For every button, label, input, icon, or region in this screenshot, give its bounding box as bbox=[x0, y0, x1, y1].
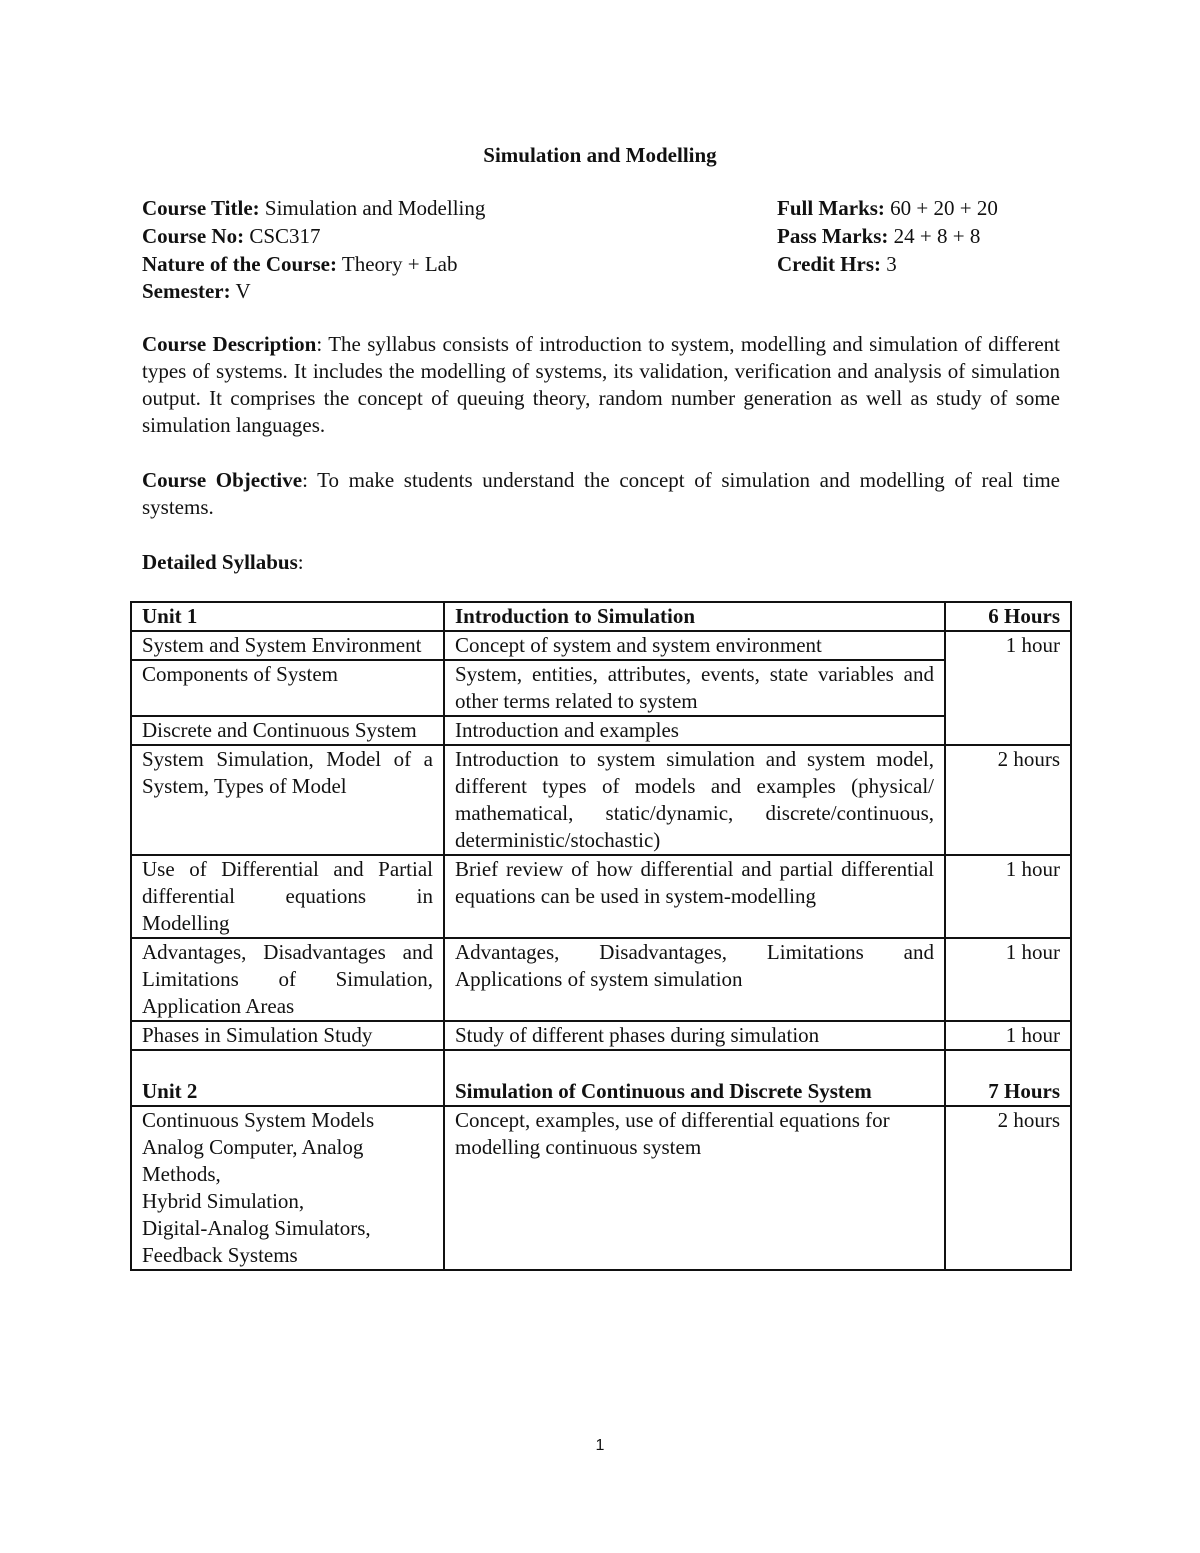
topic-cell: Components of System bbox=[131, 660, 444, 716]
topic-cell: System Simulation, Model of a System, Types of Model bbox=[131, 745, 444, 855]
description-cell: Study of different phases during simulation bbox=[444, 1021, 945, 1050]
table-row bbox=[131, 938, 1071, 1021]
course-info-row bbox=[142, 278, 1062, 305]
unit-label: Unit 2 bbox=[131, 1050, 444, 1106]
hours-cell: 1 hour bbox=[945, 855, 1071, 938]
course-info-row bbox=[142, 251, 1062, 278]
hours-cell: 1 hour bbox=[945, 1021, 1071, 1050]
topic-cell: System and System Environment bbox=[131, 631, 444, 660]
description-cell: Concept, examples, use of differential equations for modelling continuous system bbox=[444, 1106, 945, 1270]
unit-label: Unit 1 bbox=[131, 602, 444, 631]
unit-title: Simulation of Continuous and Discrete System bbox=[444, 1050, 945, 1106]
topic-line: Feedback Systems bbox=[142, 1243, 298, 1267]
unit-title: Introduction to Simulation bbox=[444, 602, 945, 631]
description-cell: Concept of system and system environment bbox=[444, 631, 945, 660]
topic-cell bbox=[131, 1106, 444, 1270]
pass-marks-field: Pass Marks: 24 + 8 + 8 bbox=[777, 224, 981, 248]
description-cell: Introduction to system simulation and system model, different types of models and examples (physical/ mathematical, static/dynamic, discrete/continuous, deterministic/stochastic) bbox=[444, 745, 945, 855]
table-row bbox=[131, 631, 1071, 660]
description-cell: Introduction and examples bbox=[444, 716, 945, 745]
table-row bbox=[131, 1106, 1071, 1270]
topic-cell: Discrete and Continuous System bbox=[131, 716, 444, 745]
full-marks-field: Full Marks: 60 + 20 + 20 bbox=[777, 196, 998, 220]
credit-hours-field: Credit Hrs: 3 bbox=[777, 252, 897, 276]
topic-line: Analog Computer, Analog Methods, bbox=[142, 1135, 364, 1186]
syllabus-table bbox=[130, 601, 1072, 1271]
course-title-field: Course Title: Simulation and Modelling bbox=[142, 196, 486, 220]
unit-hours: 7 Hours bbox=[945, 1050, 1071, 1106]
course-objective: Course Objective: To make students understand the concept of simulation and modelling of real time systems. bbox=[142, 468, 1060, 519]
course-info-row bbox=[142, 195, 1062, 222]
table-row bbox=[131, 745, 1071, 855]
hours-cell: 2 hours bbox=[945, 1106, 1071, 1270]
document-title: Simulation and Modelling bbox=[483, 143, 717, 167]
course-no-field: Course No: CSC317 bbox=[142, 224, 321, 248]
topic-line: Digital-Analog Simulators, bbox=[142, 1216, 371, 1240]
description-cell: Brief review of how differential and partial differential equations can be used in system-modelling bbox=[444, 855, 945, 938]
table-row bbox=[131, 716, 1071, 745]
topic-line: Hybrid Simulation, bbox=[142, 1189, 305, 1213]
table-row bbox=[131, 855, 1071, 938]
hours-cell: 1 hour bbox=[945, 631, 1071, 745]
semester-field: Semester: V bbox=[142, 279, 251, 303]
topic-line: Continuous System Models bbox=[142, 1108, 375, 1132]
detailed-syllabus-heading: Detailed Syllabus: bbox=[142, 550, 304, 574]
unit-header-row bbox=[131, 1050, 1071, 1106]
topic-cell: Use of Differential and Partial differential equations in Modelling bbox=[131, 855, 444, 938]
course-info-row bbox=[142, 223, 1062, 250]
description-cell: System, entities, attributes, events, state variables and other terms related to system bbox=[444, 660, 945, 716]
table-row bbox=[131, 1021, 1071, 1050]
course-description: Course Description: The syllabus consists of introduction to system, modelling and simulation of different types of systems. It includes the modelling of systems, its validation, verification and analysis of simulation output. It comprises the concept of queuing theory, random number generation as well as study of some simulation languages. bbox=[142, 332, 1061, 437]
page-number: 1 bbox=[595, 1437, 605, 1454]
topic-cell: Advantages, Disadvantages and Limitations of Simulation, Application Areas bbox=[131, 938, 444, 1021]
table-row bbox=[131, 660, 1071, 716]
description-cell: Advantages, Disadvantages, Limitations and Applications of system simulation bbox=[444, 938, 945, 1021]
hours-cell: 1 hour bbox=[945, 938, 1071, 1021]
nature-of-course-field: Nature of the Course: Theory + Lab bbox=[142, 252, 458, 276]
unit-header-row bbox=[131, 602, 1071, 631]
topic-cell: Phases in Simulation Study bbox=[131, 1021, 444, 1050]
unit-hours: 6 Hours bbox=[945, 602, 1071, 631]
hours-cell: 2 hours bbox=[945, 745, 1071, 855]
